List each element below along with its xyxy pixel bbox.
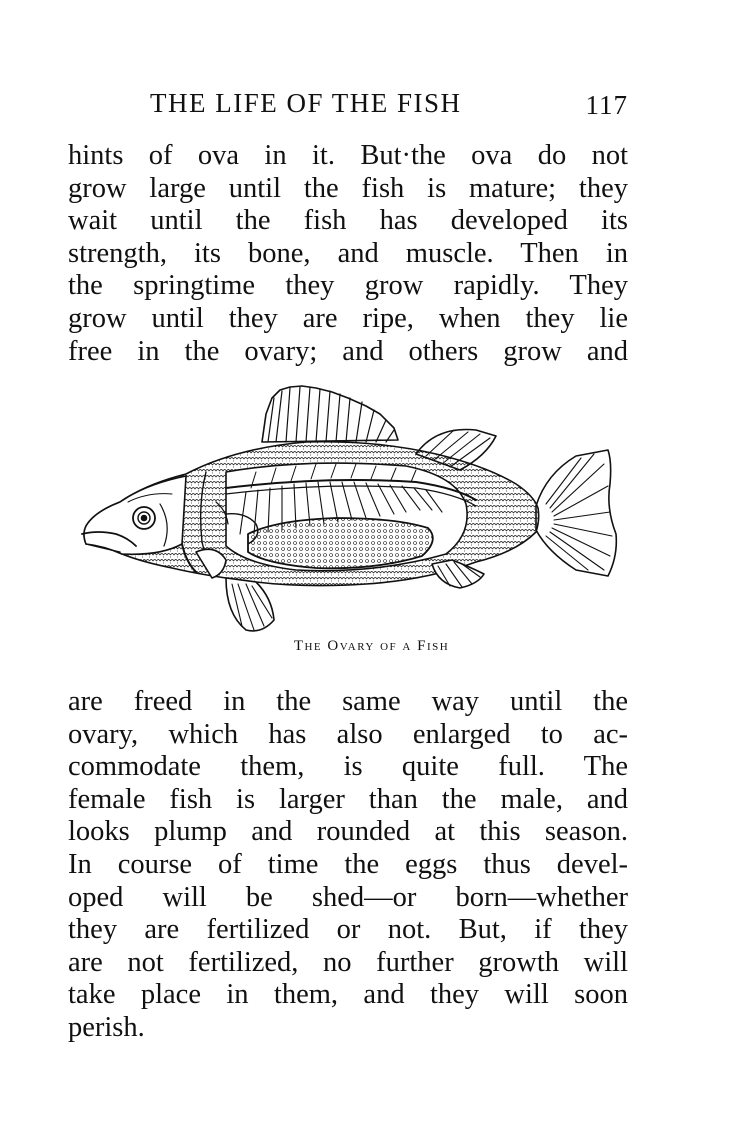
text-line: In course of time the eggs thus devel- (68, 848, 628, 880)
ovary (248, 518, 433, 568)
text-line: female fish is larger than the male, and (68, 783, 628, 815)
text-line: commodate them, is quite full. The (68, 751, 628, 783)
pelvic-fin (226, 578, 274, 631)
text-line: strength, its bone, and muscle. Then in (68, 237, 628, 269)
text-line: are freed in the same way until the (68, 686, 628, 717)
text-line: take place in them, and they will soon (68, 979, 628, 1011)
text-line: grow large until the fish is mature; they (68, 172, 628, 204)
fish-drawing (76, 384, 624, 634)
text-line: looks plump and rounded at this season. (68, 816, 628, 848)
text-line: grow until they are ripe, when they lie (68, 302, 628, 334)
text-line: wait until the fish has developed its (68, 205, 628, 237)
text-line: ovary, which has also enlarged to ac- (68, 718, 628, 750)
text-line: they are fertilized or not. But, if they (68, 914, 628, 946)
running-head (68, 88, 628, 124)
text-line: the springtime they grow rapidly. They (68, 270, 628, 302)
paragraph-top (68, 140, 628, 368)
text-line: perish. (68, 1011, 145, 1043)
text-line: are not fertilized, no further growth will (68, 946, 628, 978)
figure-caption: The Ovary of a Fish (293, 638, 450, 654)
text-line: oped will be shed—or born—whether (68, 881, 628, 913)
page-number: 117 (585, 90, 628, 120)
fish-illustration (76, 384, 624, 634)
running-title: THE LIFE OF THE FISH (150, 88, 462, 118)
text-line: free in the ovary; and others grow and (68, 335, 628, 367)
paragraph-bottom (68, 686, 628, 1045)
text-line: hints of ova in it. But·the ova do not (68, 140, 628, 171)
